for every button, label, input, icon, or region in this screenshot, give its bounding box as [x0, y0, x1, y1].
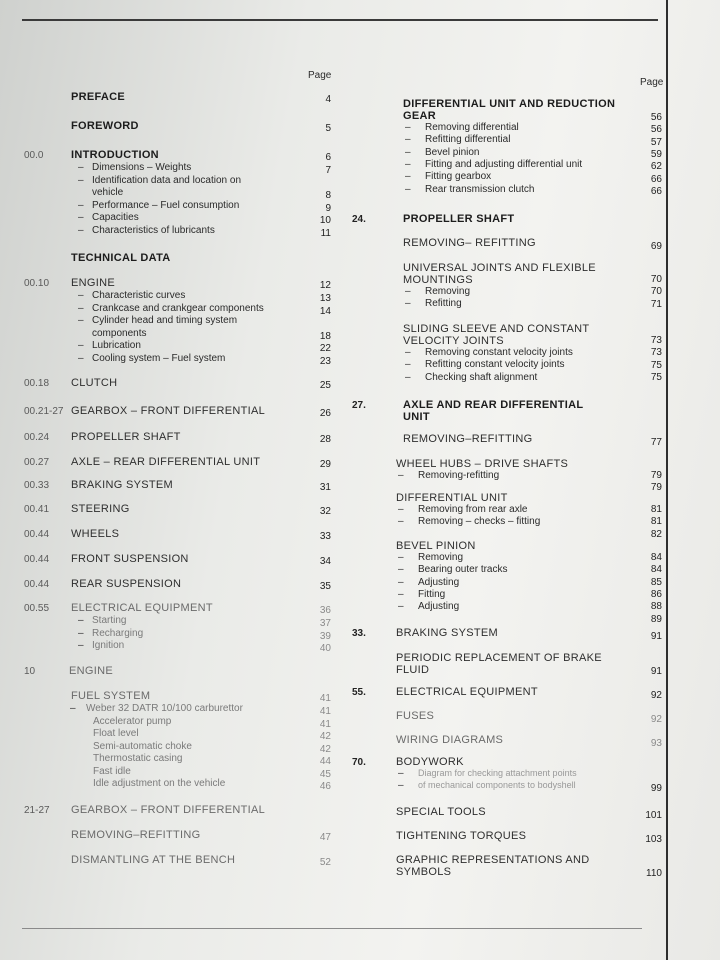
list-dash: – [405, 371, 411, 383]
page-number: 22 [319, 343, 331, 354]
subsection-item: components [92, 327, 147, 339]
section-title: ELECTRICAL EQUIPMENT [396, 686, 538, 698]
page-number: 45 [319, 768, 331, 780]
page-number: 29 [319, 459, 331, 470]
page-header-right: Page [640, 77, 664, 88]
section-title: BRAKING SYSTEM [396, 627, 498, 639]
section-title: GEAR [403, 110, 436, 122]
section-title: PREFACE [71, 91, 126, 103]
subsection-item: Semi-automatic choke [93, 740, 192, 752]
page-number: 37 [319, 618, 331, 629]
list-dash: – [78, 290, 84, 301]
subsection-item: vehicle [92, 187, 124, 198]
subsection-item: Identification data and location on [92, 174, 241, 186]
list-dash: – [78, 640, 84, 651]
page-number: 85 [650, 576, 662, 588]
page-number: 39 [319, 630, 331, 642]
section-title: PROPELLER SHAFT [71, 431, 181, 443]
list-dash: – [398, 516, 404, 528]
section-code: 00.44 [24, 579, 50, 590]
top-rule [22, 19, 658, 21]
list-dash: – [78, 315, 84, 326]
page-number: 62 [650, 161, 662, 173]
subsection-item: Removing constant velocity joints [425, 347, 573, 358]
section-title: GRAPHIC REPRESENTATIONS AND [396, 854, 590, 866]
section-title: PERIODIC REPLACEMENT OF BRAKE [396, 652, 602, 664]
page-header-left: Page [308, 70, 332, 81]
section-code: 00.10 [24, 278, 50, 289]
list-dash: – [78, 352, 84, 364]
page-number: 84 [650, 564, 662, 576]
page-number: 93 [650, 738, 662, 749]
section-title: REMOVING– REFITTING [403, 237, 536, 249]
section-title: FOREWORD [71, 120, 139, 132]
section-title: FRONT SUSPENSION [71, 553, 189, 565]
page-number: 25 [319, 380, 331, 391]
page-number: 79 [650, 482, 662, 494]
page-number: 82 [650, 528, 662, 540]
page-number: 73 [650, 335, 662, 346]
subsection-item: Removing [418, 552, 464, 563]
page-number: 35 [319, 581, 331, 592]
page-number: 81 [650, 504, 662, 515]
page-number: 92 [650, 690, 662, 701]
section-code: 33. [352, 628, 366, 639]
page-number: 77 [650, 437, 662, 448]
page-number: 23 [319, 355, 331, 367]
page-number: 79 [650, 470, 662, 481]
bottom-rule [22, 928, 642, 929]
section-title: UNIVERSAL JOINTS AND FLEXIBLE [403, 262, 596, 274]
list-dash: – [405, 298, 411, 310]
subsection-item: Characteristic curves [92, 290, 186, 301]
subsection-item: Accelerator pump [93, 715, 172, 727]
page-number: 92 [650, 714, 662, 725]
page-number: 36 [319, 605, 331, 616]
section-title: DIFFERENTIAL UNIT [396, 492, 508, 504]
section-title: SYMBOLS [396, 866, 452, 878]
section-code: 00.18 [24, 378, 50, 389]
page-number: 14 [319, 305, 331, 317]
subsection-item: Diagram for checking attachment points [418, 768, 577, 778]
subsection-item: Removing [425, 286, 471, 297]
page-number: 6 [325, 152, 331, 163]
subsection-item: Removing – checks – fitting [418, 516, 541, 528]
page-number: 99 [650, 783, 662, 794]
subsection-item: Crankcase and crankgear components [92, 302, 264, 314]
page-number: 56 [650, 124, 662, 136]
list-dash: – [78, 627, 84, 639]
page-number: 26 [319, 408, 331, 419]
list-dash: – [405, 146, 411, 158]
page-number: 41 [319, 693, 331, 704]
section-title: GEARBOX – FRONT DIFFERENTIAL [71, 804, 266, 816]
page-number: 101 [645, 810, 662, 821]
page-number: 59 [650, 148, 662, 160]
section-title: MOUNTINGS [403, 274, 473, 286]
section-code: 70. [352, 757, 366, 768]
section-title: AXLE – REAR DIFFERENTIAL UNIT [71, 456, 261, 468]
list-dash: – [78, 162, 84, 173]
subsection-item: Lubrication [92, 340, 141, 351]
page-number: 13 [319, 293, 331, 304]
section-title: UNIT [403, 411, 430, 423]
section-code: 10 [24, 666, 36, 677]
section-code: 00.21-27 [24, 406, 64, 417]
subsection-item: Characteristics of lubricants [92, 224, 215, 236]
section-title: SLIDING SLEEVE AND CONSTANT [403, 323, 590, 335]
page-number: 84 [650, 552, 662, 563]
section-title: SPECIAL TOOLS [396, 806, 486, 818]
page-number: 12 [319, 280, 331, 291]
subsection-item: Checking shaft alignment [425, 371, 538, 383]
page-number: 56 [650, 112, 662, 123]
section-code: 27. [352, 400, 366, 411]
subsection-item: Fast idle [93, 765, 131, 777]
subsection-item: Recharging [92, 627, 144, 639]
list-dash: – [78, 199, 84, 211]
subsection-item: Refitting constant velocity joints [425, 359, 565, 371]
subsection-item: Ignition [92, 640, 125, 651]
page-number: 46 [319, 781, 331, 792]
section-title: BRAKING SYSTEM [71, 479, 173, 491]
subsection-item: Removing from rear axle [418, 504, 528, 515]
page-number: 52 [319, 857, 331, 868]
page-number: 41 [319, 706, 331, 717]
subsection-item: Idle adjustment on the vehicle [93, 778, 226, 789]
page-number: 9 [325, 202, 331, 214]
page-number: 7 [325, 165, 331, 176]
section-title: DISMANTLING AT THE BENCH [71, 854, 236, 866]
section-title: ELECTRICAL EQUIPMENT [71, 602, 213, 614]
page-number: 66 [650, 173, 662, 185]
list-dash: – [398, 504, 404, 515]
list-dash: – [78, 302, 84, 314]
page-number: 18 [319, 330, 331, 342]
page-number: 42 [319, 731, 331, 742]
subsection-item: Bearing outer tracks [418, 564, 508, 576]
list-dash: – [398, 576, 404, 588]
page-number: 44 [319, 756, 331, 767]
section-title: DIFFERENTIAL UNIT AND REDUCTION [403, 98, 616, 110]
subsection-item: Adjusting [418, 576, 460, 588]
page-number: 47 [319, 832, 331, 843]
page-number: 69 [650, 241, 662, 252]
subsection-item: Float level [93, 728, 139, 739]
page-number: 89 [650, 613, 662, 625]
page-number: 31 [319, 482, 331, 493]
page-number: 28 [319, 434, 331, 445]
section-title: PROPELLER SHAFT [403, 213, 515, 225]
list-dash: – [398, 552, 404, 563]
section-title: CLUTCH [71, 377, 118, 389]
page-number: 11 [320, 227, 331, 239]
section-code: 00.27 [24, 457, 50, 468]
section-title: STEERING [71, 503, 130, 515]
subsection-item: Performance – Fuel consumption [92, 199, 240, 211]
subsection-item: Removing-refitting [418, 470, 500, 481]
page-number: 10 [319, 215, 331, 226]
page-number: 40 [319, 643, 331, 654]
section-title: TIGHTENING TORQUES [396, 830, 527, 842]
page-number: 70 [650, 274, 662, 285]
page-number: 5 [325, 123, 331, 134]
page-number: 33 [319, 531, 331, 542]
section-title: ENGINE [69, 665, 113, 677]
page-number: 91 [650, 666, 662, 677]
section-title: VELOCITY JOINTS [403, 335, 504, 347]
subsection-item: Rear transmission clutch [425, 183, 535, 195]
page-number: 71 [650, 298, 662, 310]
section-title: GEARBOX – FRONT DIFFERENTIAL [71, 405, 266, 417]
section-title: INTRODUCTION [71, 149, 159, 161]
list-dash: – [78, 615, 84, 626]
subsection-item: of mechanical components to bodyshell [418, 780, 576, 791]
section-title: WHEEL HUBS – DRIVE SHAFTS [396, 458, 569, 470]
section-title: REMOVING–REFITTING [403, 433, 533, 445]
subsection-item: Fitting gearbox [425, 171, 492, 183]
subsection-item: Cooling system – Fuel system [92, 352, 226, 364]
list-dash: – [405, 158, 411, 170]
section-code: 55. [352, 687, 366, 698]
subsection-item: Adjusting [418, 601, 460, 613]
section-code: 00.0 [24, 150, 44, 161]
list-dash: – [398, 780, 404, 792]
subsection-item: Dimensions – Weights [92, 162, 192, 173]
section-code: 00.41 [24, 504, 50, 515]
list-dash: – [405, 286, 411, 297]
list-dash: – [405, 347, 411, 358]
section-title: FLUID [396, 664, 430, 676]
subsection-item: Capacities [92, 212, 139, 223]
section-code: 00.44 [24, 554, 50, 565]
subsection-item: Fitting and adjusting differential unit [425, 158, 583, 170]
subsection-item: Removing differential [425, 122, 519, 133]
subsection-item: Thermostatic casing [93, 753, 183, 764]
section-code: 00.44 [24, 529, 50, 540]
page-number: 73 [650, 347, 662, 359]
section-code: 24. [352, 214, 366, 225]
list-dash: – [405, 171, 411, 183]
page-number: 70 [650, 286, 662, 298]
list-dash: – [78, 174, 84, 186]
list-dash: – [405, 359, 411, 371]
page-number: 42 [319, 743, 331, 755]
page-number: 34 [319, 556, 331, 567]
section-title: FUEL SYSTEM [71, 690, 151, 702]
section-title: REMOVING–REFITTING [71, 829, 201, 841]
section-title: REAR SUSPENSION [71, 578, 182, 590]
page-number: 91 [650, 631, 662, 642]
subsection-item: Cylinder head and timing system [92, 315, 238, 326]
list-dash: – [398, 588, 404, 600]
subsection-item: Refitting [425, 298, 462, 310]
section-title: TECHNICAL DATA [71, 252, 171, 264]
page-number: 86 [650, 588, 662, 600]
subsection-item: Weber 32 DATR 10/100 carburettor [86, 703, 243, 714]
page-number: 8 [325, 190, 331, 201]
section-title: ENGINE [71, 277, 115, 289]
right-edge-line [666, 0, 668, 960]
list-dash: – [78, 212, 84, 223]
subsection-item: Fitting [418, 588, 446, 600]
section-title: WIRING DIAGRAMS [396, 734, 504, 746]
page-number: 41 [319, 718, 331, 730]
section-title: BEVEL PINION [396, 540, 476, 552]
subsection-item: Refitting differential [425, 134, 511, 146]
list-dash: – [398, 470, 404, 481]
list-dash: – [405, 122, 411, 133]
section-title: WHEELS [71, 528, 120, 540]
section-title: AXLE AND REAR DIFFERENTIAL [403, 399, 584, 411]
page-number: 66 [650, 185, 662, 197]
list-dash: – [78, 340, 84, 351]
page-number: 75 [650, 371, 662, 383]
section-title: FUSES [396, 710, 435, 722]
page-number: 81 [650, 516, 662, 528]
section-code: 00.33 [24, 480, 50, 491]
subsection-item: Bevel pinion [425, 146, 480, 158]
list-dash: – [405, 183, 411, 195]
page-number: 57 [650, 136, 662, 148]
list-dash: – [405, 134, 411, 146]
list-dash: – [398, 564, 404, 576]
list-dash: – [70, 703, 76, 714]
section-title: BODYWORK [396, 756, 464, 768]
section-code: 21-27 [24, 805, 50, 816]
section-code: 00.55 [24, 603, 50, 614]
list-dash: – [398, 768, 404, 779]
page-number: 110 [646, 868, 662, 879]
subsection-item: Starting [92, 615, 127, 626]
page-number: 32 [319, 506, 331, 517]
list-dash: – [398, 601, 404, 613]
page-number: 4 [325, 94, 331, 105]
list-dash: – [78, 224, 84, 236]
page-number: 75 [650, 359, 662, 371]
page-number: 103 [645, 834, 662, 845]
page-number: 88 [650, 601, 662, 613]
section-code: 00.24 [24, 432, 50, 443]
